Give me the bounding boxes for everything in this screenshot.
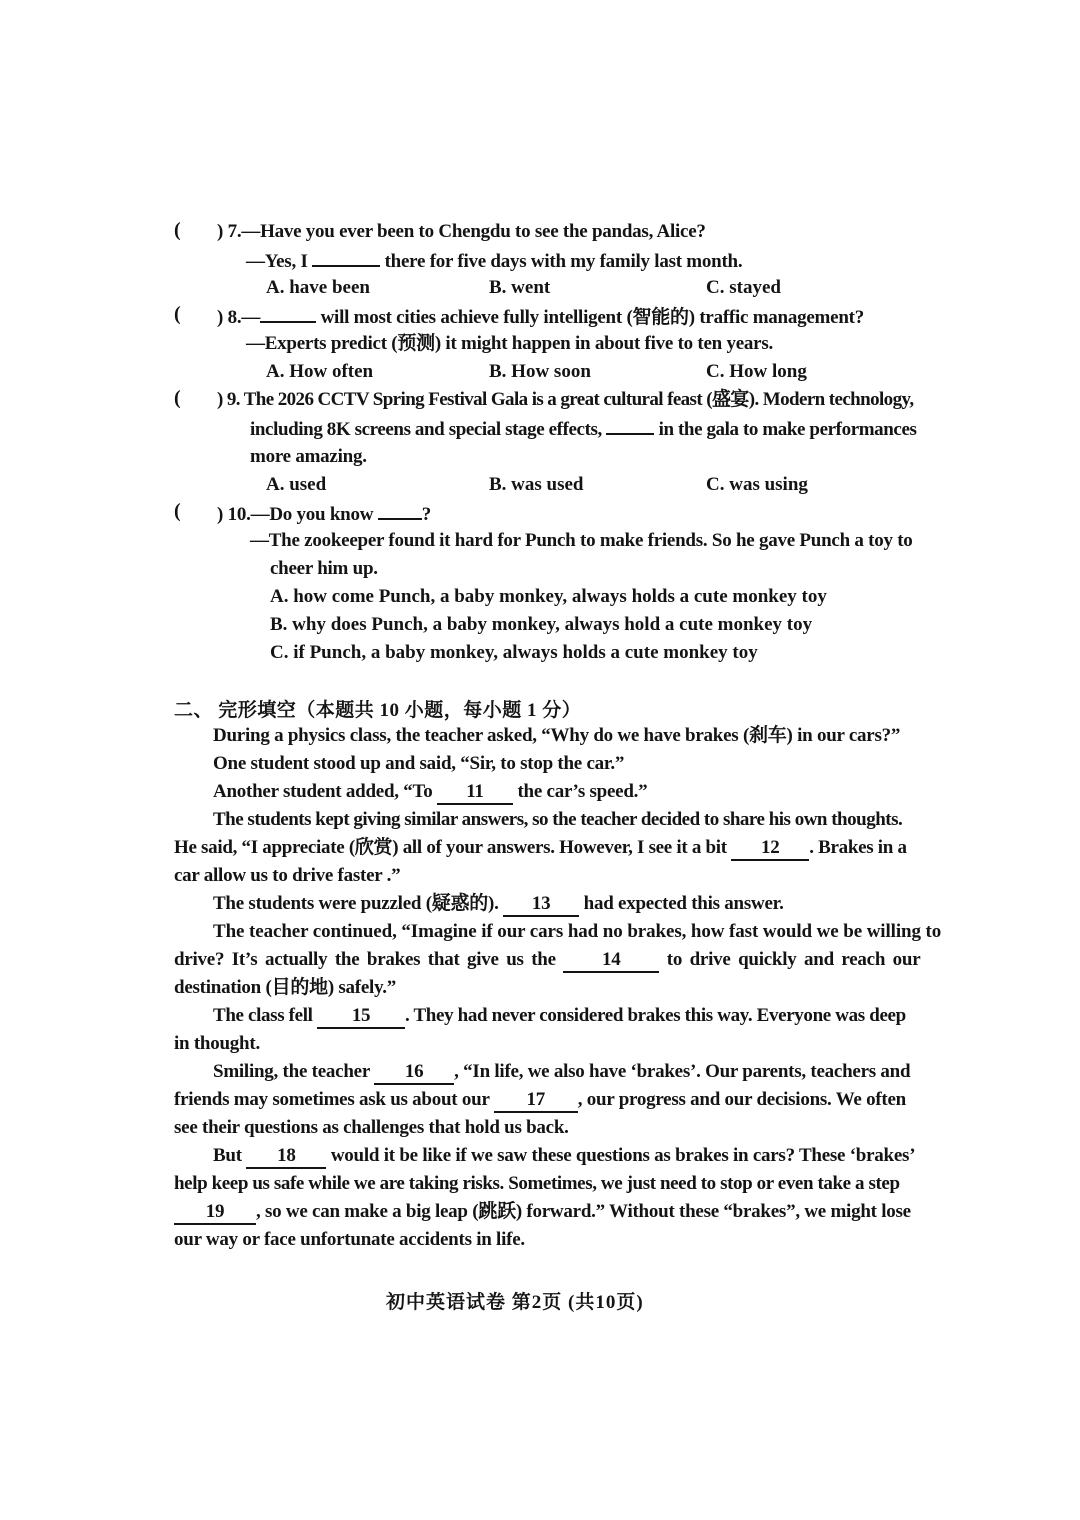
- q8-option-c: C. How long: [706, 361, 807, 382]
- q7-option-a: A. have been: [266, 277, 370, 298]
- passage-text: The class fell: [213, 1005, 313, 1026]
- passage-text: drive? It’s actually the brakes that give us the: [174, 949, 556, 970]
- passage-text: . Brakes in a: [809, 837, 907, 858]
- q8-blank: [260, 303, 316, 323]
- q8-option-a: A. How often: [266, 361, 374, 382]
- q10-option-c: C. if Punch, a baby monkey, always holds a cute monkey toy: [270, 642, 758, 663]
- q9-stem-line3: more amazing.: [250, 446, 367, 467]
- q10-stem-line1: [217, 500, 431, 528]
- q10-option-b: B. why does Punch, a baby monkey, always hold a cute monkey toy: [270, 614, 813, 635]
- q10-stem-start: ) 10.—Do you know: [217, 504, 374, 525]
- blank-14: 14: [563, 949, 659, 973]
- q10-option-a: A. how come Punch, a baby monkey, always holds a cute monkey toy: [270, 586, 827, 607]
- page-footer: 初中英语试卷 第2页 (共10页): [386, 1292, 644, 1313]
- q9-option-a: A. used: [266, 474, 327, 495]
- passage-text: had expected this answer.: [583, 893, 784, 914]
- q8-stem-end: will most cities achieve fully intelligent (智能的) traffic management?: [320, 307, 864, 328]
- passage-text: would it be like if we saw these questions as brakes in cars? These ‘brakes’: [330, 1145, 916, 1166]
- q8-option-b: B. How soon: [489, 361, 591, 382]
- q9-stem-start: including 8K screens and special stage effects,: [250, 419, 602, 440]
- passage-line: help keep us safe while we are taking risks. Sometimes, we just need to stop or even take a step: [174, 1173, 900, 1194]
- passage-line: [213, 1143, 915, 1169]
- q7-reply-end: there for five days with my family last month.: [384, 251, 743, 272]
- q7-option-b: B. went: [489, 277, 551, 298]
- passage-text: friends may sometimes ask us about our: [174, 1089, 490, 1110]
- q8-stem-start: ) 8.—: [217, 307, 261, 328]
- q8-stem-line1: [217, 303, 864, 331]
- passage-text: , “In life, we also have ‘brakes’. Our parents, teachers and: [454, 1061, 911, 1082]
- passage-text: Another student added, “To: [213, 781, 433, 802]
- passage-line: in thought.: [174, 1033, 260, 1054]
- passage-text: , so we can make a big leap (跳跃) forward.” Without these “brakes”, we might lose: [256, 1201, 911, 1222]
- passage-line: The students kept giving similar answers, so the teacher decided to share his own thoughts.: [213, 809, 903, 830]
- answer-paren-q10: (: [174, 500, 181, 522]
- q9-stem-line1: ) 9. The 2026 CCTV Spring Festival Gala is a great cultural feast (盛宴). Modern technology,: [217, 389, 914, 410]
- passage-line: destination (目的地) safely.”: [174, 977, 397, 998]
- passage-text: . They had never considered brakes this way. Everyone was deep: [405, 1005, 906, 1026]
- q10-stem-line3: cheer him up.: [270, 558, 378, 579]
- passage-line: [174, 947, 920, 973]
- passage-line: [213, 1059, 910, 1085]
- section-heading-cloze: 二、 完形填空（本题共 10 小题，每小题 1 分）: [174, 700, 582, 721]
- passage-text: The students were puzzled (疑惑的).: [213, 893, 499, 914]
- passage-line: [174, 1199, 911, 1225]
- blank-18: 18: [246, 1145, 326, 1169]
- q7-stem-line2: [246, 247, 742, 275]
- passage-line: [213, 1003, 906, 1029]
- q9-stem-line2: [250, 415, 916, 443]
- q9-stem-end: in the gala to make performances: [658, 419, 917, 440]
- passage-line: car allow us to drive faster .”: [174, 865, 401, 886]
- q7-blank: [312, 247, 380, 267]
- q10-stem-line2: —The zookeeper found it hard for Punch to make friends. So he gave Punch a toy to: [250, 530, 913, 551]
- q9-option-b: B. was used: [489, 474, 584, 495]
- passage-text: to drive quickly and reach our: [666, 949, 921, 970]
- passage-line: [213, 779, 647, 805]
- passage-line: During a physics class, the teacher asked, “Why do we have brakes (刹车) in our cars?”: [213, 725, 901, 746]
- passage-line: [174, 835, 907, 861]
- blank-12: 12: [731, 837, 809, 861]
- blank-13: 13: [503, 893, 579, 917]
- blank-15: 15: [317, 1005, 405, 1029]
- passage-line: [174, 1087, 906, 1113]
- blank-16: 16: [374, 1061, 454, 1085]
- passage-text: He said, “I appreciate (欣赏) all of your answers. However, I see it a bit: [174, 837, 727, 858]
- q7-stem-line1: ) 7.—Have you ever been to Chengdu to see the pandas, Alice?: [217, 221, 706, 242]
- q8-stem-line2: —Experts predict (预测) it might happen in about five to ten years.: [246, 333, 773, 354]
- answer-paren-q8: (: [174, 303, 181, 325]
- blank-17: 17: [494, 1089, 578, 1113]
- answer-paren-q7: (: [174, 219, 181, 241]
- q10-question-mark: ?: [421, 504, 431, 525]
- passage-text: , our progress and our decisions. We often: [577, 1089, 906, 1110]
- q9-blank: [606, 415, 654, 435]
- passage-text: Smiling, the teacher: [213, 1061, 370, 1082]
- passage-text: But: [213, 1145, 242, 1166]
- passage-text: the car’s speed.”: [517, 781, 648, 802]
- passage-line: One student stood up and said, “Sir, to stop the car.”: [213, 753, 625, 774]
- blank-19: 19: [174, 1201, 256, 1225]
- passage-line: our way or face unfortunate accidents in life.: [174, 1229, 525, 1250]
- passage-line: see their questions as challenges that hold us back.: [174, 1117, 569, 1138]
- q10-blank: [378, 500, 422, 520]
- q7-option-c: C. stayed: [706, 277, 781, 298]
- answer-paren-q9: (: [174, 387, 181, 409]
- blank-11: 11: [437, 781, 513, 805]
- q7-reply-start: —Yes, I: [246, 251, 308, 272]
- passage-line: [213, 891, 784, 917]
- q9-option-c: C. was using: [706, 474, 808, 495]
- passage-line: The teacher continued, “Imagine if our cars had no brakes, how fast would we be willing to: [213, 921, 942, 942]
